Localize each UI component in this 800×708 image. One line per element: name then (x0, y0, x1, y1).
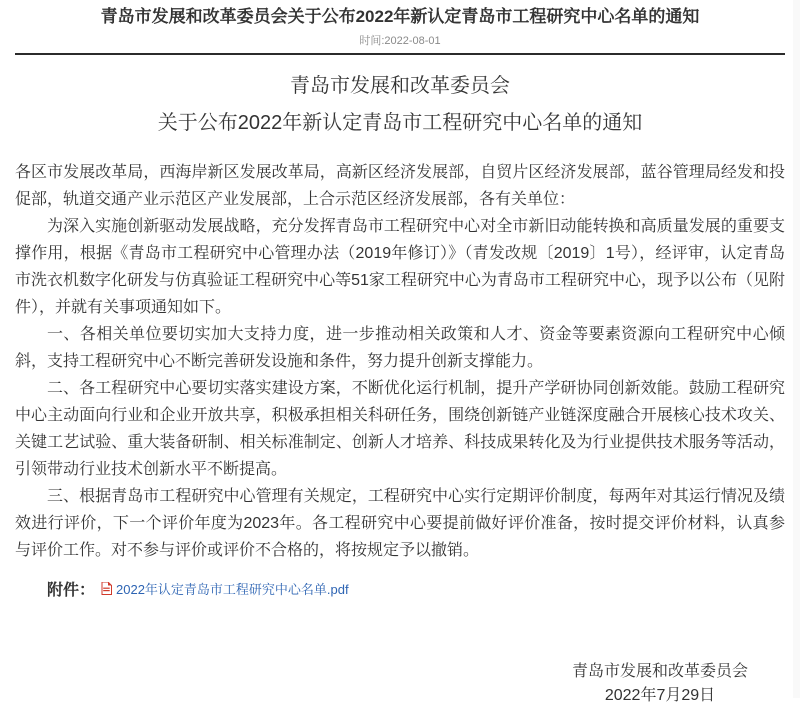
paragraph: 三、根据青岛市工程研究中心管理有关规定，工程研究中心实行定期评价制度，每两年对其运行情况及绩效进行评价，下一个评价年度为2023年。各工程研究中心要提前做好评价准备，按时提交评价材料，认真参与评价工作。对不参与评价或评价不合格的，将按规定予以撤销。 (15, 488, 785, 559)
signature-date: 2022年7月29日 (604, 687, 716, 704)
paragraph: 各区市发展改革局，西海岸新区发展改革局，高新区经济发展部，自贸片区经济发展部，蓝谷管理局经发和投促部，轨道交通产业示范区产业发展部，上合示范区经济发展部，各有关单位： (15, 164, 785, 208)
paragraph: 二、各工程研究中心要切实落实建设方案，不断优化运行机制，提升产学研协同创新效能。鼓励工程研究中心主动面向行业和企业开放共享，积极承担相关科研任务，围绕创新链产业链深度融合开展核心技术攻关、关键工艺试验、重大装备研制、相关标准制定、创新人才培养、科技成果转化及为行业提供技术服务等活动，引领带动行业技术创新水平不断提高。 (15, 380, 785, 478)
document-body (15, 159, 785, 564)
signature-block (572, 660, 748, 708)
paragraph: 为深入实施创新驱动发展战略，充分发挥青岛市工程研究中心对全市新旧动能转换和高质量发展的重要支撑作用，根据《青岛市工程研究中心管理办法（2019年修订）》（青发改规〔2019〕1号），经评审，认定青岛市洗衣机数字化研发与仿真验证工程研究中心等51家工程研究中心为青岛市工程研究中心，现予以公布（见附件），并就有关事项通知如下。 (15, 218, 785, 316)
pdf-icon (101, 582, 112, 595)
attachment-row (15, 577, 785, 600)
publish-time: 时间:2022-08-01 (359, 35, 441, 47)
header-divider (15, 53, 785, 55)
paragraph: 一、各相关单位要切实加大支持力度，进一步推动相关政策和人才、资金等要素资源向工程研究中心倾斜，支持工程研究中心不断完善研发设施和条件，努力提升创新支撑能力。 (15, 326, 785, 370)
page-right-gutter (793, 0, 800, 698)
page-title: 青岛市发展和改革委员会关于公布2022年新认定青岛市工程研究中心名单的通知 (100, 7, 700, 26)
document-org-heading: 青岛市发展和改革委员会 (290, 75, 510, 97)
signature-org: 青岛市发展和改革委员会 (571, 663, 748, 680)
attachment-label: 附件： (47, 582, 96, 599)
document-title-heading: 关于公布2022年新认定青岛市工程研究中心名单的通知 (157, 112, 643, 134)
attachment-pdf-link[interactable]: 2022年认定青岛市工程研究中心名单.pdf (116, 582, 349, 597)
